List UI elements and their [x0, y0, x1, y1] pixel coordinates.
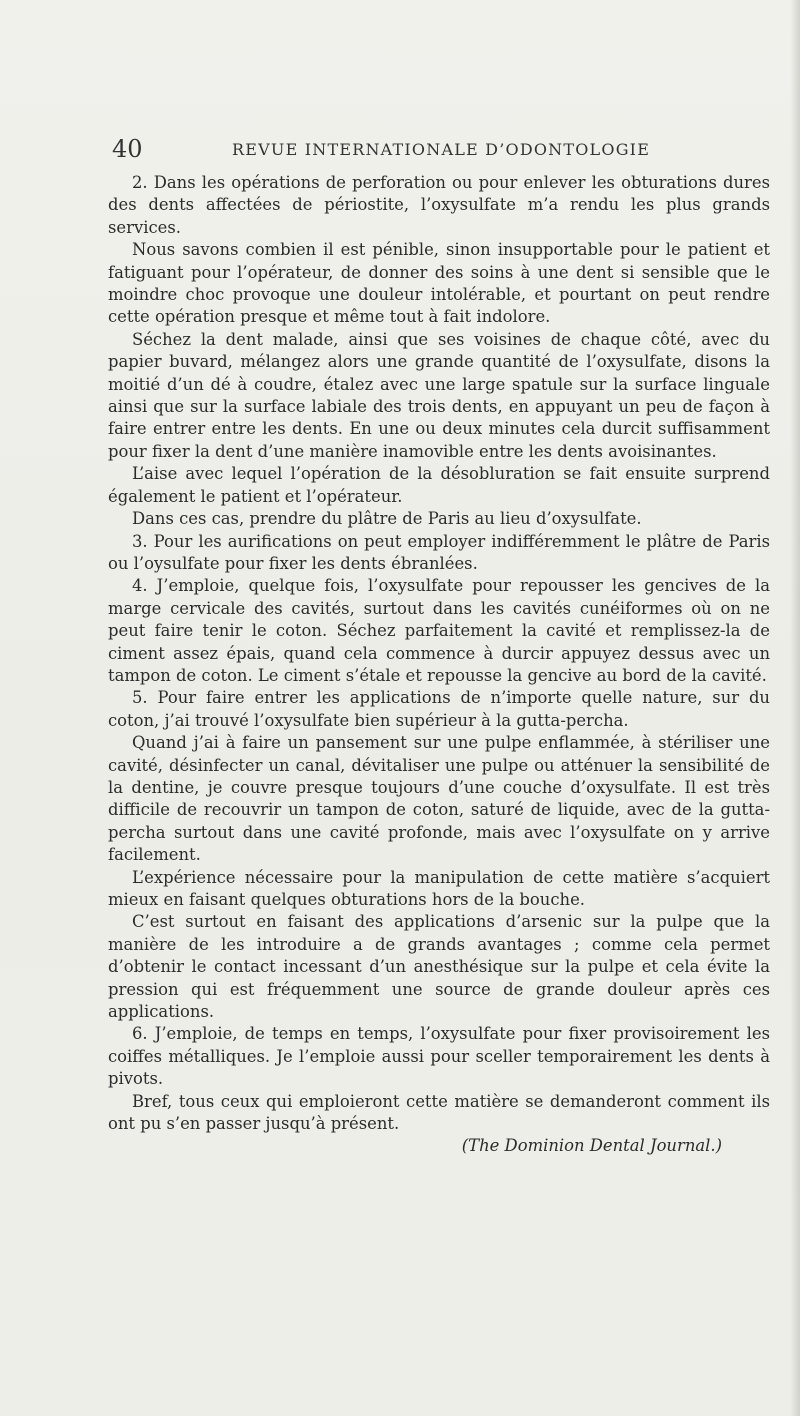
paragraph: L’aise avec lequel l’opération de la désobluration se fait ensuite surprend également le patient et l’opérateur.	[108, 464, 770, 506]
source-citation: (The Dominion Dental Journal.)	[461, 1136, 722, 1156]
paragraph: Nous savons combien il est pénible, sinon insupportable pour le patient et fatiguant pour l’opérateur, de donner des soins à une dent si sensible que le moindre choc provoque une douleur intolérable, et pourtant on peut rendre cette opération presque et même tout à fait indolore.	[108, 240, 770, 327]
paragraph: Séchez la dent malade, ainsi que ses voisines de chaque côté, avec du papier buvard, mélangez alors une grande quantité de l’oxysulfate, disons la moitié d’un dé à coudre, étalez avec une large spatule sur la surface linguale ainsi que sur la surface labiale des trois dents, en appuyant un peu de façon à faire entrer entre les dents. En une ou deux minutes cela durcit suffisamment pour fixer la dent d’une manière inamovible entre les dents avoisinantes.	[108, 329, 770, 461]
page-edge-shadow	[790, 0, 800, 1416]
paragraph: L’expérience nécessaire pour la manipulation de cette matière s’acquiert mieux en faisant quelques obturations hors de la bouche.	[108, 867, 770, 909]
paragraph: 3. Pour les aurifications on peut employer indifféremment le plâtre de Paris ou l’oysulfate pour fixer les dents ébranlées.	[108, 531, 770, 573]
paragraph: 6. J’emploie, de temps en temps, l’oxysulfate pour fixer provisoirement les coiffes métalliques. Je l’emploie aussi pour sceller temporairement les dents à pivots.	[108, 1024, 770, 1089]
article-body	[108, 172, 770, 1158]
paragraph: Bref, tous ceux qui emploieront cette matière se demanderont comment ils ont pu s’en passer jusqu’à présent.	[108, 1091, 770, 1134]
running-title: REVUE INTERNATIONALE D’ODONTOLOGIE	[232, 140, 651, 159]
paragraph: Quand j’ai à faire un pansement sur une pulpe enflammée, à stériliser une cavité, désinfecter un canal, dévitaliser une pulpe ou atténuer la sensibilité de la dentine, je couvre presque toujours d’une couche d’oxysulfate. Il est très difficile de recouvrir un tampon de coton, saturé de liquide, avec de la gutta-percha surtout dans une cavité profonde, mais avec l’oxysulfate on y arrive facilement.	[108, 733, 770, 865]
paragraph: Dans ces cas, prendre du plâtre de Paris au lieu d’oxysulfate.	[132, 509, 642, 529]
paragraph: 5. Pour faire entrer les applications de n’importe quelle nature, sur du coton, j’ai trouvé l’oxysulfate bien supérieur à la gutta-percha.	[108, 688, 770, 730]
paragraph: 4. J’emploie, quelque fois, l’oxysulfate pour repousser les gencives de la marge cervicale des cavités, surtout dans les cavités cunéiformes où on ne peut faire tenir le coton. Séchez parfaitement la cavité et remplissez-la de ciment assez épais, quand cela commence à durcir appuyez dessus avec un tampon de coton. Le ciment s’étale et repousse la gencive au bord de la cavité.	[108, 576, 770, 685]
page-number: 40	[112, 135, 143, 163]
paragraph: 2. Dans les opérations de perforation ou pour enlever les obturations dures des dents affectées de périostite, l’oxysulfate m’a rendu les plus grands services.	[108, 173, 770, 237]
page-header	[112, 134, 767, 164]
paragraph: C’est surtout en faisant des applications d’arsenic sur la pulpe que la manière de les introduire a de grands avantages ; comme cela permet d’obtenir le contact incessant d’un anesthésique sur la pulpe et cela évite la pression qui est fréquemment une source de grande douleur après ces applications.	[108, 912, 770, 1022]
